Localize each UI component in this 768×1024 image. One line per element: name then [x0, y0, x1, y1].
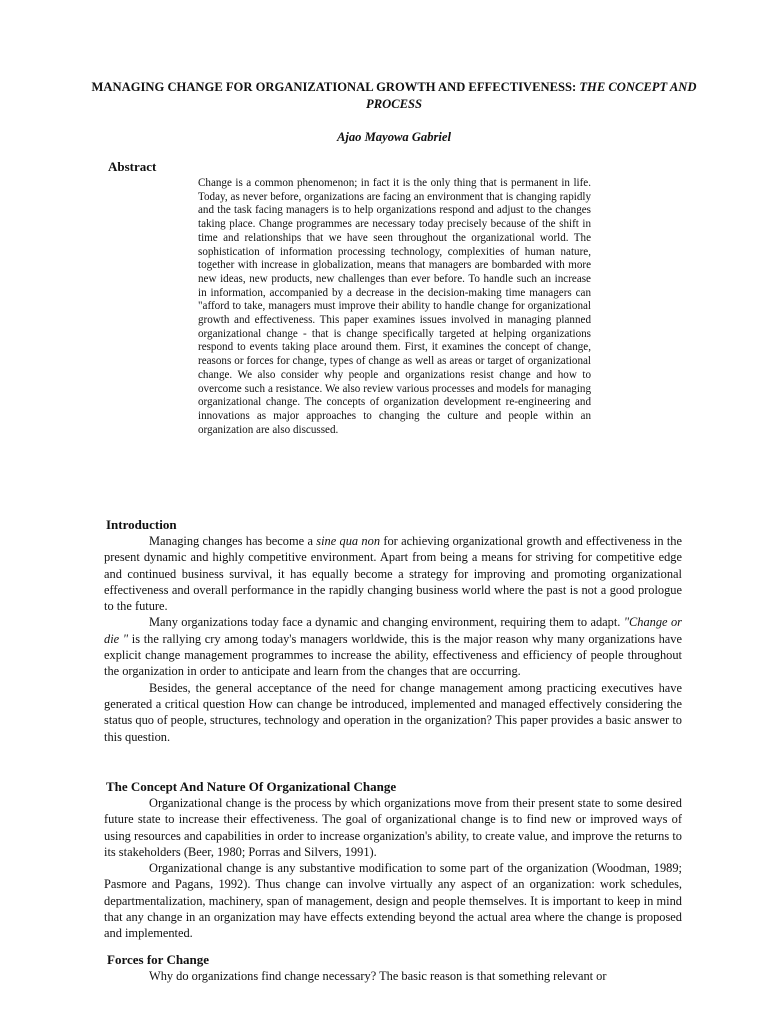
- abstract-text: Change is a common phenomenon; in fact it is the only thing that is permanent in life. Today, as never before, organizations are facing an environment that is changing rapidly and the task facing managers is to help organizations respond and adjust to the changes taking place. Change programmes are necessary today precisely because of the shift in time and relationships that we have seen throughout the organizational world. The sophistication of information processing technology, complexities of human nature, together with increase in globalization, means that managers are bombarded with more new ideas, new products, new challenges than ever before. To handle such an increase in information, accompanied by a decrease in the decision-making time managers can "afford to take, managers must improve their ability to handle change for organizational growth and effectiveness. This paper examines issues involved in managing planned organizational change - that is change specifically targeted at helping organizations respond to events taking place around them. First, it examines the concept of change, reasons or forces for change, types of change as well as areas or target of organizational change. We also consider why people and organizations resist change and how to overcome such a resistance. We also review various processes and models for managing organizational change. The concepts of organization development re-engineering and innovations as major approaches to changing the culture and people within an organization are also discussed.: [198, 177, 591, 436]
- forces-heading: Forces for Change: [107, 952, 210, 967]
- intro-p2-italic: "Change or die ": [104, 615, 682, 646]
- intro-p2-text-cont: is the rallying cry among today's managers worldwide, this is the major reason why many organizations have explicit change management programmes to increase the ability, effectiveness and efficiency of people throughout the organization in order to anticipate and learn from the changes that are occurring.: [104, 631, 682, 679]
- forces-paragraph-1: Why do organizations find change necessary? The basic reason is that something relevant or: [149, 969, 607, 983]
- concept-paragraph-2: Organizational change is any substantive modification to some part of the organization (Woodman, 1989; Pasmore and Pagans, 1992). Thus change can involve virtually any aspect of an organization: work schedules, departmentalization, machinery, span of management, design and people themselves. It is important to keep in mind that any change in an organization may have effects extending beyond the actual area where the change is proposed and implemented.: [104, 861, 682, 941]
- abstract-heading: Abstract: [108, 159, 157, 174]
- intro-p1-italic: sine qua non: [316, 534, 381, 548]
- introduction-paragraph-2: [104, 614, 682, 679]
- paper-title-main: MANAGING CHANGE FOR ORGANIZATIONAL GROWTH AND EFFECTIVENESS:: [91, 80, 580, 94]
- paper-title: [80, 79, 708, 113]
- intro-p2-text: Many organizations today face a dynamic and changing environment, requiring them to adapt.: [149, 615, 621, 630]
- forces-body: [104, 968, 682, 984]
- paper-title-tail: THE CONCEPT AND PROCESS: [366, 80, 697, 111]
- concept-body: [104, 795, 682, 942]
- author-name: Ajao Mayowa Gabriel: [336, 130, 452, 144]
- concept-paragraph-1: Organizational change is the process by which organizations move from their present state to some desired future state to increase their effectiveness. The goal of organizational change is to find new or improved ways of using resources and capabilities in order to increase organization's ability, to create value, and improve the returns to its stakeholders (Beer, 1980; Porras and Silvers, 1991).: [104, 796, 682, 859]
- introduction-heading: Introduction: [106, 517, 177, 532]
- intro-p1-text-cont: for achieving organizational growth and effectiveness in the present dynamic and highly competitive environment. Apart from being a means for striving for competitive edge and continued business survival, it has equally become a strategy for improving and promoting organizational effectiveness and overall performance in the rapidly changing business world where the past is not a good prologue to the future.: [104, 534, 683, 614]
- introduction-body: [104, 533, 682, 745]
- introduction-paragraph-1: [104, 533, 682, 614]
- intro-p1-text: Managing changes has become a: [149, 534, 317, 548]
- concept-heading: The Concept And Nature Of Organizational Change: [106, 779, 397, 794]
- introduction-paragraph-3: Besides, the general acceptance of the need for change management among practicing executives have generated a critical question How can change be introduced, implemented and managed effectively considering the status quo of people, structures, technology and operation in the organization? This paper provides a basic answer to this question.: [104, 680, 682, 744]
